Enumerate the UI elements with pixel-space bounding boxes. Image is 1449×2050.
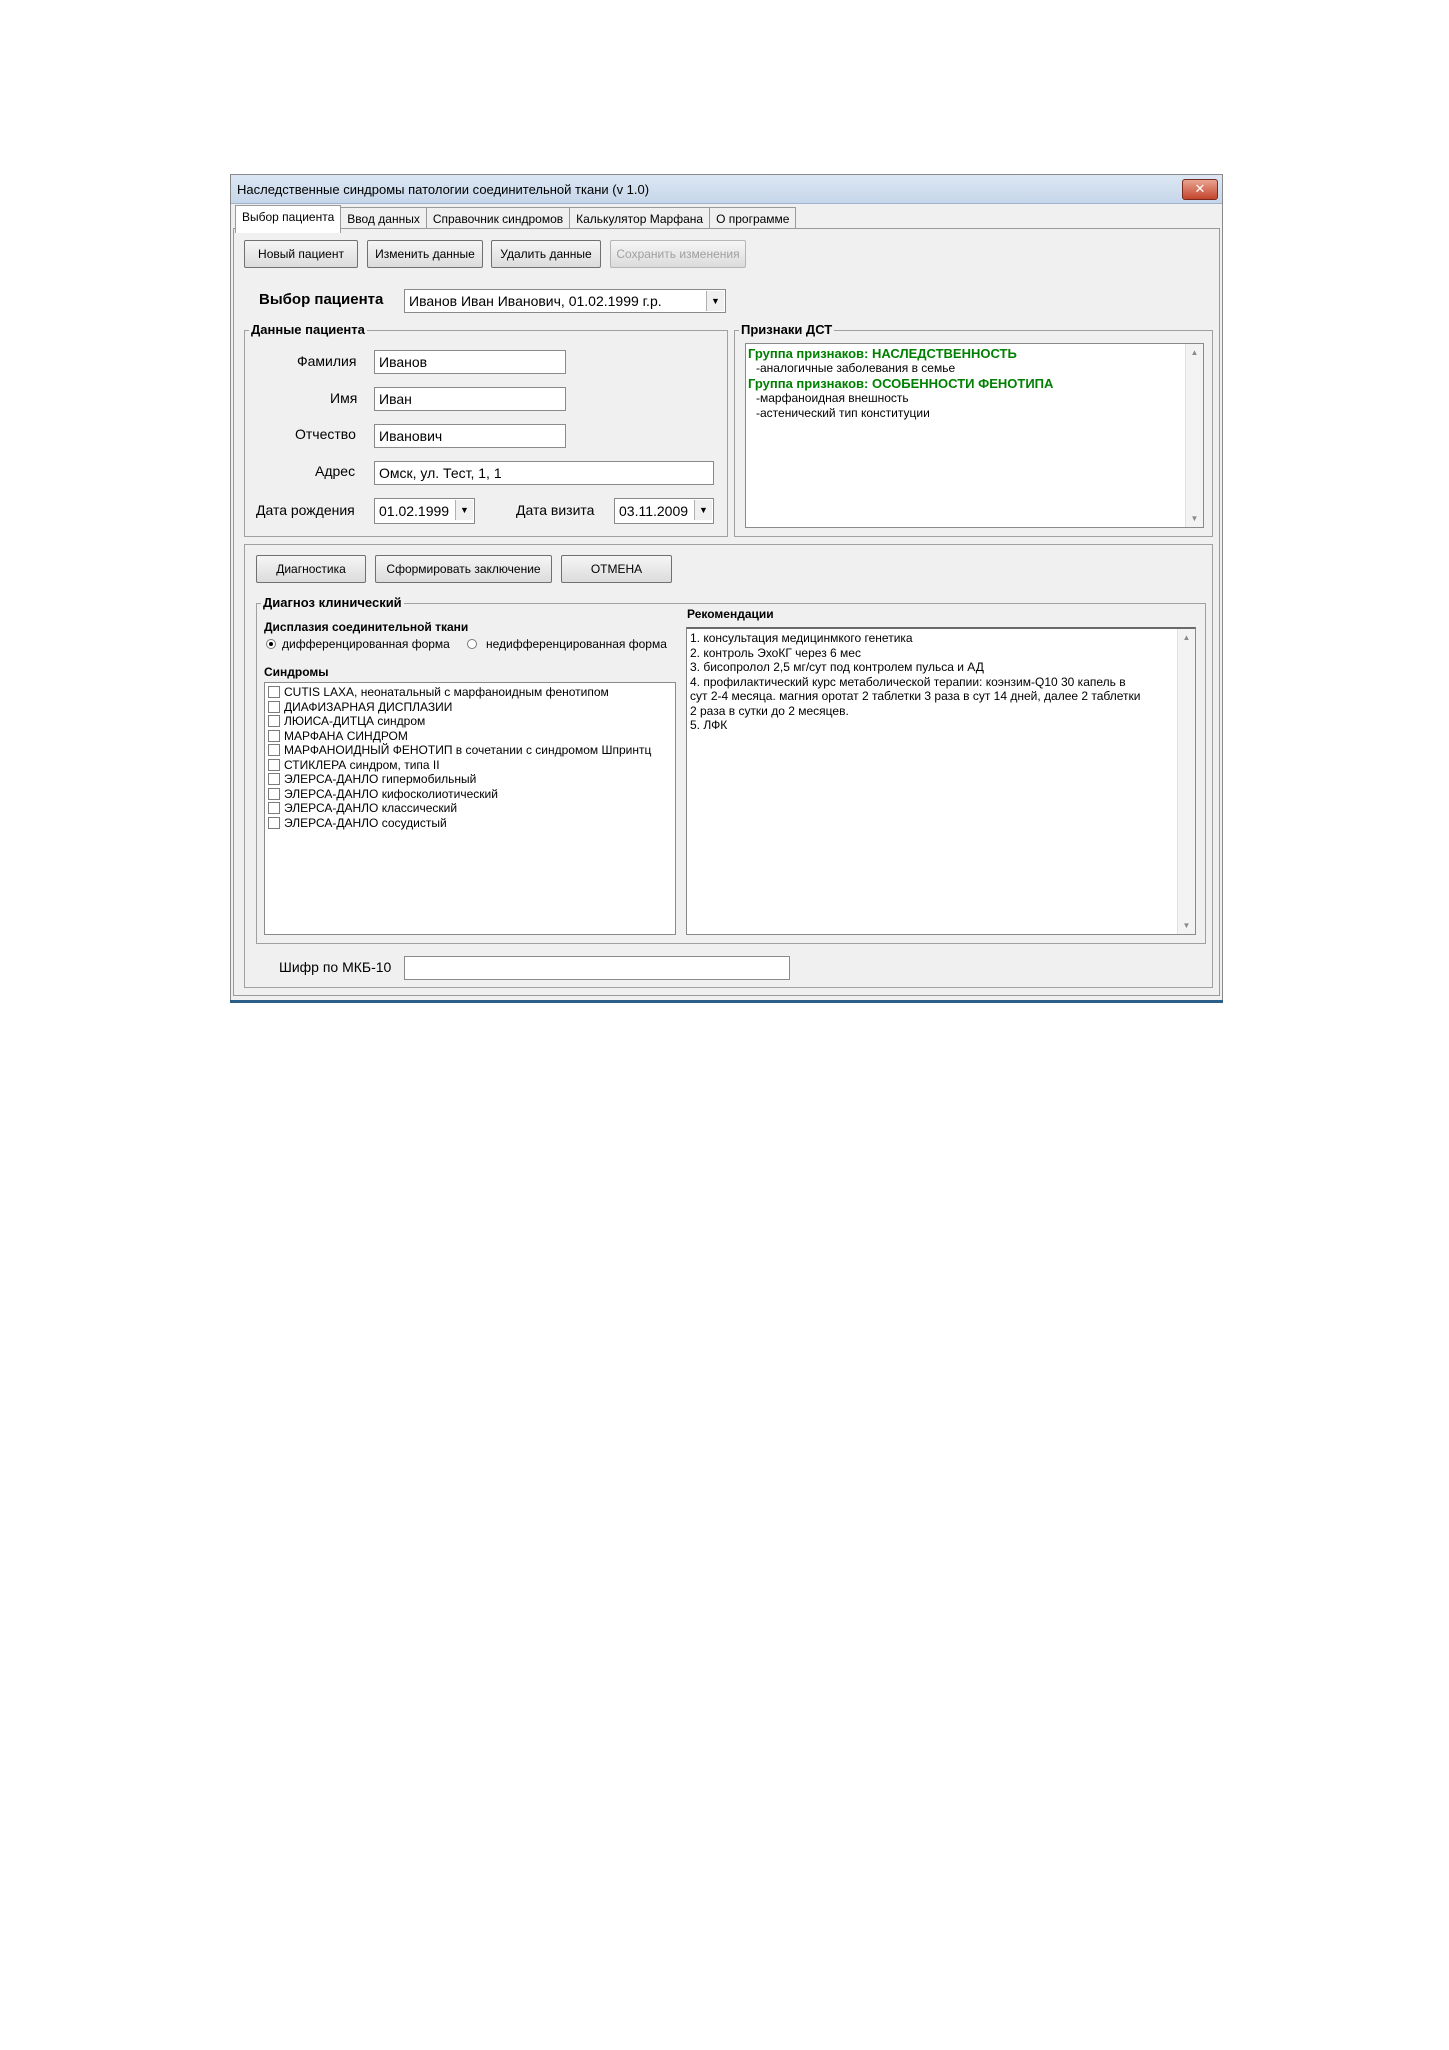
sign-group-heading: Группа признаков: НАСЛЕДСТВЕННОСТЬ: [748, 346, 1017, 361]
syndrome-label: ДИАФИЗАРНАЯ ДИСПЛАЗИИ: [284, 699, 453, 714]
sign-item: -марфаноидная внешность: [756, 391, 909, 405]
diagnostics-button[interactable]: Диагностика: [256, 555, 366, 583]
patronymic-label: Отчество: [295, 426, 356, 442]
chevron-down-icon: ▼: [706, 291, 724, 311]
scroll-down-icon[interactable]: ▼: [1182, 921, 1191, 930]
visit-date-picker[interactable]: [614, 498, 714, 524]
icd-label: Шифр по МКБ-10: [279, 959, 392, 975]
recommendation-line: 4. профилактический курс метаболической терапии: коэнзим-Q10 30 капель в: [690, 674, 1126, 689]
syndromes-list: [266, 685, 651, 830]
signs-list: [748, 346, 1053, 421]
close-icon[interactable]: ✕: [1182, 179, 1218, 200]
tab-panel-patient-select: [233, 228, 1220, 996]
differentiated-label: дифференцированная форма: [282, 637, 450, 651]
recommendation-line: 5. ЛФК: [690, 718, 728, 732]
recommendations-text: [690, 631, 1141, 733]
signs-scrollbar[interactable]: [1185, 344, 1203, 527]
tab-strip: [235, 205, 795, 229]
recommendation-line: 1. консультация медицинмкого генетика: [690, 631, 913, 645]
app-window: [230, 174, 1223, 1001]
patient-select-dropdown[interactable]: [404, 289, 726, 313]
syndrome-list-item[interactable]: [266, 685, 651, 700]
syndrome-checkbox[interactable]: [268, 817, 280, 829]
new-patient-button[interactable]: Новый пациент: [244, 240, 358, 268]
sign-group-heading: Группа признаков: ОСОБЕННОСТИ ФЕНОТИПА: [748, 376, 1054, 391]
tab-patient-select[interactable]: Выбор пациента: [235, 205, 341, 233]
syndrome-checkbox[interactable]: [268, 715, 280, 727]
syndrome-label: CUTIS LAXA, неонатальный с марфаноидным фенотипом: [284, 685, 609, 699]
recommendation-line: 3. бисопролол 2,5 мг/сут под контролем пульса и АД: [690, 660, 984, 674]
birth-date-value: 01.02.1999: [379, 503, 450, 519]
syndrome-checkbox[interactable]: [268, 730, 280, 742]
syndrome-checkbox[interactable]: [268, 759, 280, 771]
patient-select-value: Иванов Иван Иванович, 01.02.1999 г.р.: [409, 293, 662, 309]
sign-item: -астенический тип конституции: [756, 406, 930, 420]
syndrome-checkbox[interactable]: [268, 701, 280, 713]
icd-field[interactable]: [404, 956, 790, 980]
visit-date-value: 03.11.2009: [619, 503, 689, 519]
cancel-button[interactable]: ОТМЕНА: [561, 555, 672, 583]
syndrome-checkbox[interactable]: [268, 788, 280, 800]
syndrome-list-item[interactable]: [266, 787, 651, 802]
syndromes-listbox[interactable]: [264, 682, 676, 935]
syndromes-label: Синдромы: [264, 665, 329, 679]
differentiated-radio[interactable]: [266, 639, 276, 649]
title-bar: [231, 175, 1222, 204]
syndrome-checkbox[interactable]: [268, 744, 280, 756]
syndrome-label: ЭЛЕРСА-ДАНЛО сосудистый: [284, 815, 447, 830]
scroll-up-icon[interactable]: ▲: [1182, 633, 1191, 642]
save-changes-button[interactable]: Сохранить изменения: [610, 240, 746, 268]
patient-data-title: Данные пациента: [251, 322, 365, 337]
syndrome-label: ЭЛЕРСА-ДАНЛО кифосколиотический: [284, 786, 498, 801]
syndrome-list-item[interactable]: [266, 816, 651, 831]
syndrome-list-item[interactable]: [266, 743, 651, 758]
syndrome-label: ЭЛЕРСА-ДАНЛО классический: [284, 801, 458, 815]
syndrome-label: ЭЛЕРСА-ДАНЛО гипермобильный: [284, 772, 477, 786]
syndrome-list-item[interactable]: [266, 729, 651, 744]
chevron-down-icon: ▼: [694, 500, 712, 520]
window-title: Наследственные синдромы патологии соединительной ткани (v 1.0): [237, 182, 650, 197]
syndrome-list-item[interactable]: [266, 700, 651, 715]
dysplasia-label: Дисплазия соединительной ткани: [264, 620, 469, 634]
name-field[interactable]: Иван: [374, 387, 566, 411]
tab-about[interactable]: О программе: [709, 207, 796, 231]
visit-date-label: Дата визита: [516, 502, 595, 518]
form-conclusion-button[interactable]: Сформировать заключение: [375, 555, 552, 583]
patronymic-field[interactable]: Иванович: [374, 424, 566, 448]
delete-data-button[interactable]: Удалить данные: [491, 240, 601, 268]
syndrome-label: ЛЮИСА-ДИТЦА синдром: [284, 714, 426, 728]
syndrome-label: МАРФАНА СИНДРОМ: [284, 728, 408, 743]
syndrome-checkbox[interactable]: [268, 686, 280, 698]
undifferentiated-radio[interactable]: [467, 639, 477, 649]
signs-title: Признаки ДСТ: [741, 322, 833, 337]
scroll-down-icon[interactable]: ▼: [1190, 514, 1199, 523]
recommendation-line: сут 2-4 месяца. магния оротат 2 таблетки 3 раза в сут 14 дней, далее 2 таблетки: [690, 689, 1141, 703]
tab-syndrome-reference[interactable]: Справочник синдромов: [426, 207, 570, 231]
syndrome-list-item[interactable]: [266, 714, 651, 729]
address-field[interactable]: Омск, ул. Тест, 1, 1: [374, 461, 714, 485]
syndrome-label: СТИКЛЕРА синдром, типа II: [284, 757, 440, 772]
recommendation-line: 2 раза в сутки до 2 месяцев.: [690, 703, 849, 718]
syndrome-list-item[interactable]: [266, 801, 651, 816]
name-label: Имя: [330, 390, 358, 406]
sign-item: -аналогичные заболевания в семье: [756, 361, 956, 375]
signs-listbox[interactable]: [745, 343, 1204, 528]
syndrome-checkbox[interactable]: [268, 773, 280, 785]
edit-data-button[interactable]: Изменить данные: [367, 240, 483, 268]
recommendations-label: Рекомендации: [687, 607, 774, 621]
syndrome-checkbox[interactable]: [268, 802, 280, 814]
surname-label: Фамилия: [297, 353, 357, 369]
scroll-up-icon[interactable]: ▲: [1190, 348, 1199, 357]
syndrome-list-item[interactable]: [266, 758, 651, 773]
syndrome-list-item[interactable]: [266, 772, 651, 787]
birth-date-picker[interactable]: [374, 498, 475, 524]
birth-date-label: Дата рождения: [256, 502, 355, 518]
address-label: Адрес: [315, 463, 356, 479]
surname-field[interactable]: Иванов: [374, 350, 566, 374]
tab-data-entry[interactable]: Ввод данных: [340, 207, 427, 231]
patient-select-label: Выбор пациента: [259, 291, 384, 308]
chevron-down-icon: ▼: [455, 500, 473, 520]
syndrome-label: МАРФАНОИДНЫЙ ФЕНОТИП в сочетании с синдромом Шпринтц: [284, 743, 652, 757]
diagnosis-title: Диагноз клинический: [263, 595, 402, 610]
recommendations-scrollbar[interactable]: [1177, 629, 1195, 934]
recommendations-box[interactable]: [686, 627, 1196, 935]
recommendation-line: 2. контроль ЭхоКГ через 6 мес: [690, 645, 861, 660]
tab-marfan-calculator[interactable]: Калькулятор Марфана: [569, 207, 710, 231]
undifferentiated-label: недифференцированная форма: [486, 637, 667, 651]
